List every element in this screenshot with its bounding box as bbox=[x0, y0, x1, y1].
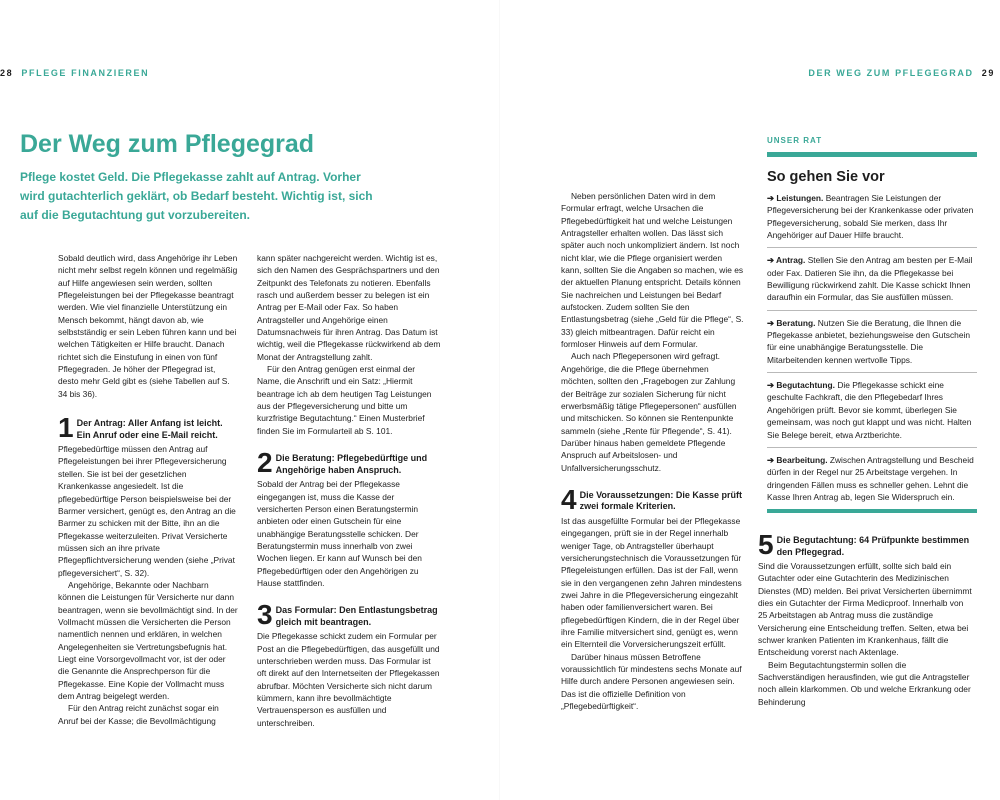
step-number-1: 1 bbox=[58, 416, 74, 442]
article-title: Der Weg zum Pflegegrad bbox=[20, 130, 315, 158]
paragraph: Auch nach Pflegepersonen wird gefragt. Angehörige, die die Pflege übernehmen möchten, sollten den „Fragebogen zur Zahlung der Beiträge zur sozialen Sicherung für nicht erwerbsmäßig tätige Pflegepersonen“ ausfüllen und mitschicken. So können sie Rentenpunkte sammeln (siehe „Rente für Pflegende“, S. 41). Darüber hinaus haben gemeldete Pflegende Anspruch auf Arbeitslosen- und Unfallversicherungsschutz. bbox=[561, 351, 737, 473]
arrow-right-icon: ➔ bbox=[767, 380, 775, 391]
article-lede: Pflege kostet Geld. Die Pflegekasse zahlt auf Antrag. Vorher wird gutachterlich geklärt, ob Bedarf besteht. Wichtig ist, sich auf die Begutachtung gut vorzubereiten. bbox=[20, 170, 373, 223]
arrow-right-icon: ➔ bbox=[767, 255, 775, 266]
tip-item-antrag bbox=[767, 254, 977, 303]
tip-item-leistungen bbox=[767, 192, 977, 241]
paragraph: Neben persönlichen Daten wird in dem Formular erfragt, welche Ursachen die Pflegebedürftigkeit hat und welche Leistungen Antragsteller erhalten wollen. Das lässt sich später auch noch unkompliziert ändern. Ist noch nicht klar, wie die Pflege organisiert werden kann, sollten Sie die Angaben so machen, wie es der aktuellen Planung entspricht. Details können Sie nachreichen und Leistungen bei Bedarf aufstocken. Zudem sollten Sie den Entlastungsbetrag (siehe „Geld für die Pflege“, S. 33) gleich mitbeantragen. Dafür reicht ein formloser Hinweis auf dem Formular. bbox=[561, 191, 744, 350]
section-heading-2 bbox=[257, 451, 441, 476]
paragraph: Darüber hinaus müssen Betroffene voraussichtlich für mindestens sechs Monate auf Hilfe durch andere Personen angewiesen sein. Das ist die offizielle Definition von „Pflegebedürftigkeit“. bbox=[561, 651, 742, 712]
paragraph: kann später nachgereicht werden. Wichtig ist es, sich den Namen des Gesprächspartners und den Zeitpunkt des Telefonats zu notieren. Ebenfalls rasch und außerdem besser zu belegen ist ein Antrag per E-Mail oder Fax. So haben Antragsteller und Angehörige einen Datumsnachweis für ihren Antrag. Das Datum ist wichtig, weil die Pflegekasse rückwirkend ab dem Monat der Antragstellung zahlt. bbox=[257, 253, 441, 362]
divider bbox=[767, 247, 977, 248]
page-number-left: 28 bbox=[0, 68, 14, 78]
paragraph: Für den Antrag genügen erst einmal der Name, die Anschrift und ein Satz: „Hiermit beantrage ich ab dem heutigen Tag Leistungen aus der Pflegeversicherung und bitte um kurzfristige Begutachtung.“ Einen Musterbrief finden Sie im Formularteil ab S. 101. bbox=[257, 364, 432, 436]
paragraph: Pflegebedürftige müssen den Antrag auf Pflegeleistungen bei ihrer Pflegeversicherung stellen. Sie ist bei der gesetzlichen Krankenkasse angesiedelt. Ist die pflegebedürftige Person beispielsweise bei der Barmer versichert, genügt es, den Antrag an die Barmer zu schicken mit der Bitte, ihn an die Pflegekasse weiterzuleiten. Privat Versicherte müssen sich an ihre private Pflegepflichtversicherung wenden (siehe „Privat pflegeversichert“, S. 32). bbox=[58, 444, 236, 578]
paragraph: Sobald der Antrag bei der Pflegekasse eingegangen ist, muss die Kasse der versicherten Person einen Beratungstermin anbieten oder einen Gutschein für eine unabhängige Beratungsstelle schicken. Der Beratungstermin muss innerhalb von zwei Wochen liegen. Er kann auf Wunsch bei den Pflegebedürftigen oder den Angehörigen zu Hause stattfinden. bbox=[257, 479, 422, 588]
paragraph: Für den Antrag reicht zunächst sogar ein Anruf bei der Kasse; die Bevollmächtigung bbox=[58, 703, 219, 726]
tip-item-head: Begutachtung. bbox=[776, 380, 835, 391]
tip-box bbox=[767, 136, 977, 513]
divider bbox=[767, 310, 977, 311]
section-heading-4 bbox=[561, 488, 744, 513]
step-number-2: 2 bbox=[257, 451, 273, 477]
step-number-5: 5 bbox=[758, 533, 774, 558]
running-head-right bbox=[808, 68, 995, 78]
tip-item-head: Antrag. bbox=[776, 255, 806, 266]
section-title-right: DER WEG ZUM PFLEGEGRAD bbox=[808, 68, 974, 78]
divider bbox=[767, 372, 977, 373]
paragraph: Ist das ausgefüllte Formular bei der Pflegekasse eingegangen, prüft sie in der Regel innerhalb weniger Tage, ob Antragsteller überhaupt versicherungstechnisch die Voraussetzungen für Pflegeleistungen erfüllen. Das ist der Fall, wenn sie in den vergangenen zehn Jahren mindestens zwei Jahre in die Pflegeversicherung eingezahlt haben oder familienversichert waren. Bei pflegebedürftigen Kindern, die in der Regel über ihre Familie mitversichert sind, genügt es, wenn ein Elternteil die Vorversicherungszeit erfüllt. bbox=[561, 515, 742, 650]
tip-item-head: Bearbeitung. bbox=[776, 454, 828, 465]
intro-paragraph: Sobald deutlich wird, dass Angehörige ihr Leben nicht mehr selbst regeln können und regelmäßig auf Hilfe angewiesen sein werden, sollten Pflegeleistungen bei der Pflegekasse beantragt werden. Wie viel finanzielle Unterstützung ein Mensch bekommt, hängt davon ab, wie selbstständig er sein Leben führen kann und bei welchen Tätigkeiten er Hilfe braucht. Danach richtet sich die Einstufung in einen von fünf Pflegegraden. Je höher der Pflegegrad ist, desto mehr Geld gibt es (siehe Tabellen auf S. 34 bis 36). bbox=[58, 253, 238, 399]
text-column-3 bbox=[561, 190, 744, 712]
text-column-4 bbox=[758, 533, 974, 708]
paragraph: Sind die Voraussetzungen erfüllt, sollte sich bald ein Gutachter oder eine Gutachterin des Medizinischen Dienstes (MD) melden. Bei privat Versicherten übernimmt dies ein Gutachter der Firma Medicproof. Innerhalb von 25 Arbeitstagen ab Antrag muss die zuständige Versicherung eine Entscheidung treffen. Selten, etwa bei schwer kranken Patienten im Krankenhaus, fällt die Entscheidung vorerst nach Aktenlage. bbox=[758, 561, 972, 658]
page-spine bbox=[499, 0, 500, 800]
section-heading-text-5: Die Begutachtung: 64 Prüfpunkte bestimmen den Pflegegrad. bbox=[776, 535, 970, 557]
tip-item-head: Leistungen. bbox=[776, 193, 824, 203]
tip-item-beratung bbox=[767, 317, 977, 366]
tip-item-head: Beratung. bbox=[776, 317, 816, 328]
tip-item-text: Stellen Sie den Antrag am besten per E-Mail oder Fax. Datieren Sie ihn, da die Pflegekasse bei Bewilligung rückwirkend zahlt. Die Kasse schickt Ihnen daraufhin ein Formular, das Sie ausfüllen müssen. bbox=[767, 255, 973, 303]
section-heading-text-1: Der Antrag: Aller Anfang ist leicht. Ein Anruf oder eine E-Mail reicht. bbox=[76, 418, 223, 440]
text-column-2 bbox=[257, 252, 441, 729]
page-number-right: 29 bbox=[981, 68, 995, 78]
paragraph: Angehörige, Bekannte oder Nachbarn können die Leistungen für Versicherte nur dann beantragen, wenn sie bevollmächtigt sind. In der Vollmacht müssen die Versicherten die Person namentlich nennen und erklären, in welchen Angelegenheiten sie Vertretungsbefugnis hat. Liegt eine Vorsorgevollmacht vor, ist der oder die Genannte die Ansprechperson für die Pflegekasse. Eine Kopie der Vollmacht muss dem Antrag beigelegt werden. bbox=[58, 579, 238, 701]
tip-item-text: Beantragen Sie Leistungen der Pflegeversicherung bei der Krankenkasse oder privaten Pflegeversicherung, sobald Sie merken, dass Ihr Angehöriger auf Dauer Hilfe braucht. bbox=[767, 193, 974, 241]
paragraph: Die Pflegekasse schickt zudem ein Formular per Post an die Pflegebedürftigen, das ausgefüllt und unterschrieben werden muss. Das Formular ist oft direkt auf den Internetseiten der Pflegekassen abrufbar. Möchten Versicherte sich nicht darum kümmern, kann ihre bevollmächtigte Vertrauensperson es ausfüllen und unterschreiben. bbox=[257, 631, 440, 728]
arrow-right-icon: ➔ bbox=[767, 317, 775, 328]
text-column-1 bbox=[58, 252, 238, 727]
section-heading-text-3: Das Formular: Den Entlastungsbetrag gleich mit beantragen. bbox=[275, 605, 438, 627]
tip-item-bearbeitung bbox=[767, 454, 977, 503]
section-heading-3 bbox=[257, 603, 441, 628]
tip-box-label: UNSER RAT bbox=[767, 136, 823, 145]
arrow-right-icon: ➔ bbox=[767, 193, 775, 203]
section-heading-text-4: Die Voraussetzungen: Die Kasse prüft zwei formale Kriterien. bbox=[579, 489, 742, 512]
tip-box-top-bar bbox=[767, 152, 977, 157]
section-title-left: PFLEGE FINANZIEREN bbox=[21, 68, 150, 78]
section-heading-1 bbox=[58, 416, 238, 441]
step-number-3: 3 bbox=[257, 603, 273, 629]
paragraph: Beim Begutachtungstermin sollen die Sachverständigen herausfinden, wie gut die Antragsteller noch allein klarkommen. Ob und welche Erkrankung oder Behinderung bbox=[758, 659, 971, 707]
running-head-left bbox=[0, 68, 149, 78]
divider bbox=[767, 447, 977, 448]
section-heading-text-2: Die Beratung: Pflegebedürftige und Angehörige haben Anspruch. bbox=[275, 453, 428, 475]
arrow-right-icon: ➔ bbox=[767, 454, 775, 465]
tip-box-bottom-bar bbox=[767, 509, 977, 513]
tip-item-begutachtung bbox=[767, 379, 977, 441]
tip-item-text: Die Pflegekasse schickt eine geschulte Fachkraft, die den Pflegebedarf Ihres Angehörigen prüft. Bevor sie kommt, überlegen Sie gemeinsam, was noch gut klappt und was nicht. Halten Sie Belege bereit, etwa Arztberichte. bbox=[767, 380, 972, 440]
tip-box-title: So gehen Sie vor bbox=[767, 169, 885, 185]
section-heading-5 bbox=[758, 533, 974, 558]
tip-item-text: Zwischen Antragstellung und Bescheid dürfen in der Regel nur 25 Arbeitstage vergehen. In dringenden Fällen muss es schneller gehen. Lehnt die Kasse Ihren Antrag ab, legen Sie Widerspruch ein. bbox=[767, 454, 974, 502]
tip-item-text: Nutzen Sie die Beratung, die Ihnen die Pflegekasse anbietet, beziehungsweise den Gutschein für eine unabhängige Beratungsstelle. Die Mitarbeitenden kennen wertvolle Tipps. bbox=[767, 317, 970, 365]
step-number-4: 4 bbox=[561, 487, 577, 513]
